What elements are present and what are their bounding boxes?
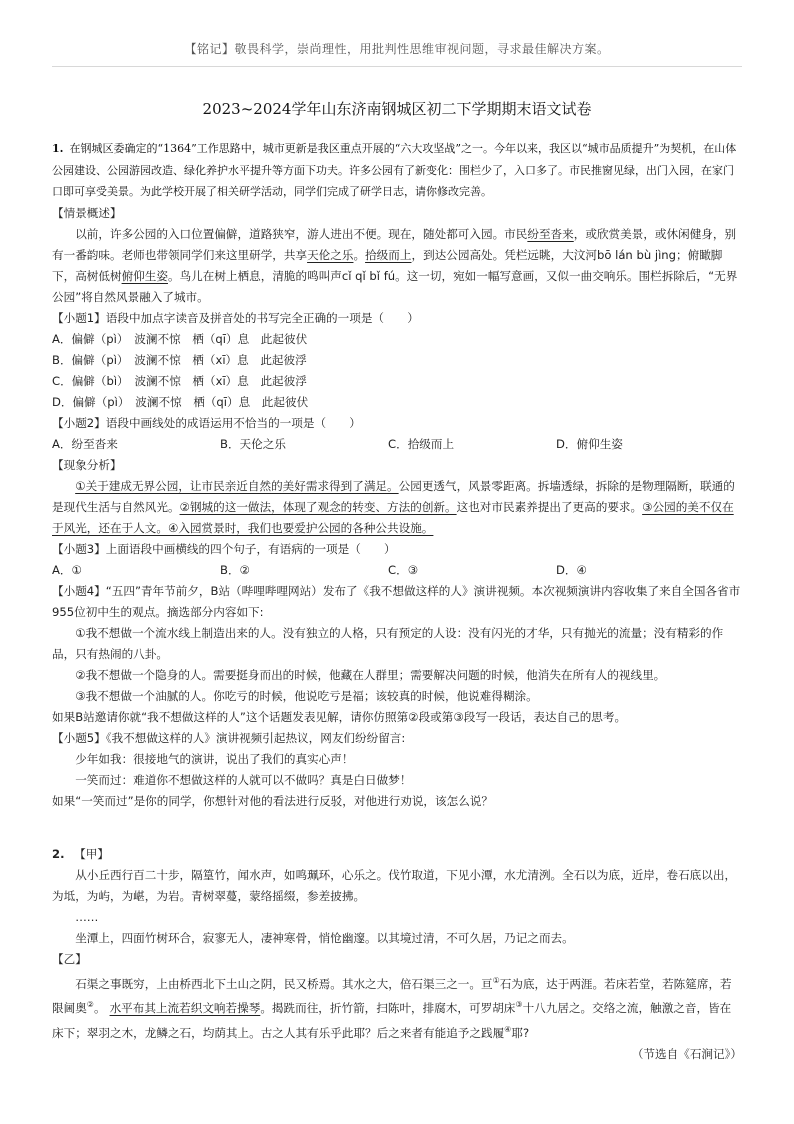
underlined-idiom: 俯仰生姿 <box>121 268 168 283</box>
option-a: A．纷至沓来 <box>52 436 118 451</box>
subquestion-5: 【小题5】《我不想做这样的人》演讲视频引起热议，网友们纷纷留言: <box>52 730 406 745</box>
option-d: D．④ <box>556 562 587 577</box>
question-1-intro <box>52 138 742 203</box>
option-c: C．③ <box>388 562 419 577</box>
subquestion-3: 【小题3】上面语段中画横线的四个句子，有语病的一项是（ ） <box>52 541 396 556</box>
question-number: 1. <box>52 142 64 155</box>
underlined-sentence-1: ①关于建成无界公园，让市民亲近自然的美好需求得到了满足。 <box>75 478 399 493</box>
option-b: B．偏僻（pì） 波澜不惊 栖（xī）息 此起彼浮 <box>52 352 307 367</box>
text-run: ，或欣赏美景，或休闲健身，别有一番韵味。老师也带领同学们来这里研学，共享 <box>52 226 737 262</box>
text-run: 公园更透气，风景零距离。拆墙透绿，拆除的是物理隔断，联通的是现代生活与自然风光。 <box>52 478 735 514</box>
passage-scene <box>52 224 742 308</box>
subquestion-1: 【小题1】语段中加点字读音及拼音处的书写完全正确的一项是（ ） <box>52 310 419 325</box>
speech-excerpt-2: ②我不想做一个隐身的人。需要挺身而出的时候，他藏在人群里；需要解决问题的时候，他消失在所有人的视线里。 <box>75 667 666 682</box>
section-scene-overview: 【情景概述】 <box>52 205 122 220</box>
option-c: C．偏僻（bì） 波澜不惊 栖（xī）息 此起彼浮 <box>52 373 307 388</box>
footnote-marker: ① <box>492 975 500 985</box>
text-run: 。揭跣而往，折竹箭，扫陈叶，排腐木，可罗胡床 <box>260 1001 516 1016</box>
text-run: 耶? <box>511 1026 530 1041</box>
section-phenomenon-analysis: 【现象分析】 <box>52 457 122 472</box>
option-a: A．① <box>52 562 82 577</box>
underlined-sentence: 水平布其上流若织文响若操琴 <box>109 1001 261 1016</box>
question-2-header <box>52 844 742 865</box>
text-run: 。 <box>353 247 366 262</box>
underlined-sentence-3-4: ③公园的美不仅在于风光，还在于人文。④入园赏景时，我们也要爱护公园的各种公共设施。 <box>52 499 734 535</box>
text-run: 十八九居之。交络之流，触激之音，皆在床下；翠羽之木，龙鳞之石，均荫其上。古之人其有乐乎此耶？后之来者有能追予之践履 <box>52 1001 732 1041</box>
question-number: 2. <box>52 846 65 861</box>
subquestion-5-task: 如果“一笑而过”是你的同学，你想针对他的看法进行反驳，对他进行劝说，该怎么说？ <box>52 793 493 808</box>
text-run: ，到达公园高处。凭栏远眺，大汶河bō lán bù jìng； <box>411 247 688 262</box>
underlined-idiom: 纷至沓来 <box>527 226 574 241</box>
exam-content <box>52 138 742 1065</box>
footnote-marker: ④ <box>504 1025 512 1035</box>
speech-excerpt-3: ③我不想做一个油腻的人。你吃亏的时候，他说吃亏是福；该较真的时候，他说难得糊涂。 <box>75 688 538 703</box>
text-run: 俯瞰脚下，高树低树 <box>52 247 723 283</box>
option-b: B．② <box>220 562 250 577</box>
comment-1: 少年如我：很接地气的演讲，说出了我们的真实心声！ <box>75 751 354 766</box>
subquestion-2-options <box>52 434 742 455</box>
underlined-sentence-2: ②钢城的这一做法，体现了观念的转变、方法的创新。 <box>179 499 457 514</box>
footnote-marker: ③ <box>515 1000 523 1010</box>
subquestion-4-task: 如果B站邀请你就“我不想做这样的人”这个话题发表见解，请你仿照第②段或第③段写一段话，表达自己的思考。 <box>52 709 627 724</box>
subquestion-4: 【小题4】“五四”青年节前夕，B站（哔哩哔哩网站）发布了《我不想做这样的人》演讲视频。本次视频演讲内容收集了来自全国各省市955位初中生的观点。摘选部分内容如下: <box>52 583 741 619</box>
page-title: 2023~2024学年山东济南钢城区初二下学期期末语文试卷 <box>202 100 592 118</box>
passage-yi-label: 【乙】 <box>52 951 87 966</box>
option-d: D．偏僻（pì） 波澜不惊 栖（qī）息 此起彼伏 <box>52 394 309 409</box>
option-d: D．俯仰生姿 <box>556 436 623 451</box>
text-run: 。 <box>93 1001 106 1016</box>
source-citation: （节选自《石涧记》） <box>631 1047 742 1062</box>
passage-analysis <box>52 476 742 539</box>
subquestion-3-options <box>52 560 742 581</box>
header-divider <box>52 66 742 67</box>
text-run: 石为底，达于两涯。若床若堂，若陈筵席，若限阃奥 <box>52 976 732 1016</box>
text-run: 石渠之事既穷，上由桥西北下土山之阴，民又桥焉。其水之大，倍石渠三之一。亘 <box>75 976 493 991</box>
option-a: A．偏僻（pì） 波澜不惊 栖（qī）息 此起彼伏 <box>52 331 308 346</box>
text-run: 以前，许多公园的入口位置偏僻，道路狭窄，游人进出不便。现在，随处都可入园。市民 <box>75 226 528 241</box>
passage-jia-2: 坐潭上，四面竹树环合，寂寥无人，凄神寒骨，悄怆幽邃。以其境过清，不可久居，乃记之而去。 <box>75 930 574 945</box>
underlined-idiom: 拾级而上 <box>365 247 412 262</box>
option-c: C．拾级而上 <box>388 436 455 451</box>
ellipsis: …… <box>75 909 99 924</box>
text-run: 。鸟儿在树上栖息，清脆的鸣叫声cǐ qǐ bǐ fú。这一切，宛如一幅写意画，又似一曲交响乐。围栏拆除后，“无界公园”将自然风景融入了城市。 <box>52 268 738 304</box>
speech-excerpt-1: ①我不想做一个流水线上制造出来的人。没有独立的人格，只有预定的人设：没有闪光的才华，只有抛光的流量；没有精彩的作品，只有热闹的八卦。 <box>52 625 724 661</box>
text-run: 这也对市民素养提出了更高的要求。 <box>456 499 643 514</box>
footnote-marker: ② <box>86 1000 94 1010</box>
option-b: B．天伦之乐 <box>220 436 286 451</box>
question-1-intro-text: 在钢城区委确定的“1364”工作思路中，城市更新是我区重点开展的“六大攻坚战”之一。今年以来，我区以“城市品质提升”为契机，在山体公园建设、公园游园改造、绿化养护水平提升等方面下功夫。许多公园有了新变化：围栏少了，入口多了。市民推窗见绿，出门入园，在家门口即可享受美景。为此学校开展了相关研学活动，同学们完成了研学日志，请你修改完善。 <box>52 142 737 198</box>
passage-jia-label: 【甲】 <box>74 846 109 861</box>
passage-yi <box>52 970 742 1045</box>
header-motto: 【铭记】敬畏科学，崇尚理性，用批判性思维审视问题，寻求最佳解决方案。 <box>184 42 610 56</box>
passage-jia-1: 从小丘西行百二十步，隔篁竹，闻水声，如鸣珮环，心乐之。伐竹取道，下见小潭，水尤清洌。全石以为底，近岸，卷石底以出，为坻，为屿，为嵁，为岩。青树翠蔓，蒙络摇缀，参差披拂。 <box>52 867 737 903</box>
comment-2: 一笑而过：难道你不想做这样的人就可以不做吗？真是白日做梦！ <box>75 772 412 787</box>
underlined-idiom: 天伦之乐 <box>307 247 354 262</box>
subquestion-2: 【小题2】语段中画线处的成语运用不恰当的一项是（ ） <box>52 415 361 430</box>
